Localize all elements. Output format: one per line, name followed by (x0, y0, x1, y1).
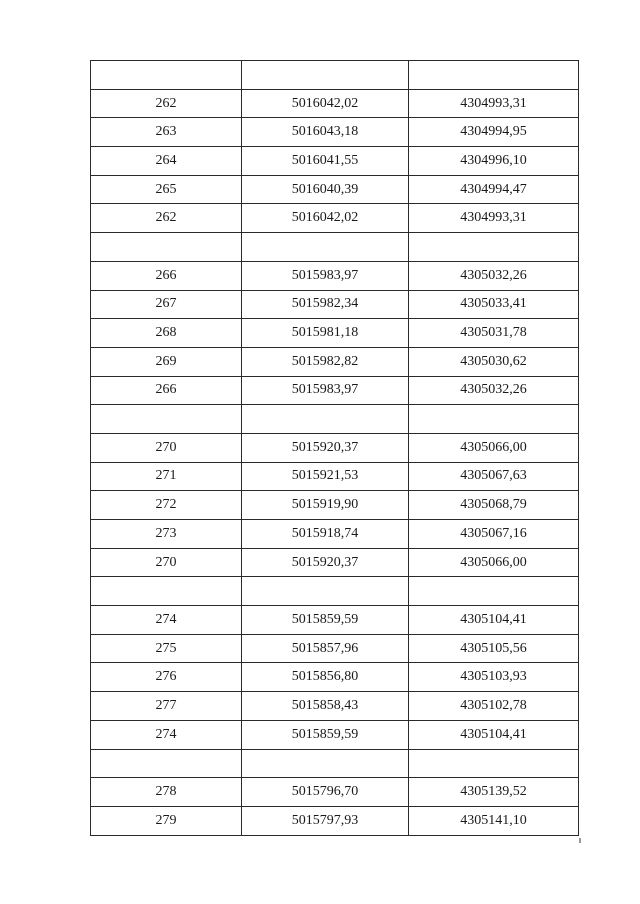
x-coordinate-cell: 5015983,97 (242, 261, 409, 290)
separator-row (91, 233, 579, 262)
table-row (91, 347, 579, 376)
point-number-cell: 274 (91, 720, 242, 749)
x-coordinate-cell: 5016042,02 (242, 89, 409, 118)
table-row (91, 462, 579, 491)
coordinates-table (90, 60, 579, 836)
scan-speck (579, 838, 581, 843)
point-number-cell: 262 (91, 89, 242, 118)
y-coordinate-cell (409, 61, 579, 90)
x-coordinate-cell (242, 749, 409, 778)
x-coordinate-cell: 5015856,80 (242, 663, 409, 692)
y-coordinate-cell: 4305030,62 (409, 347, 579, 376)
point-number-cell (91, 577, 242, 606)
table-row (91, 692, 579, 721)
point-number-cell: 262 (91, 204, 242, 233)
x-coordinate-cell: 5015982,34 (242, 290, 409, 319)
y-coordinate-cell: 4305104,41 (409, 606, 579, 635)
y-coordinate-cell: 4305102,78 (409, 692, 579, 721)
table-row (91, 319, 579, 348)
table-row (91, 261, 579, 290)
table-row (91, 606, 579, 635)
y-coordinate-cell (409, 405, 579, 434)
x-coordinate-cell: 5016040,39 (242, 175, 409, 204)
y-coordinate-cell (409, 749, 579, 778)
x-coordinate-cell: 5015857,96 (242, 634, 409, 663)
table-row (91, 778, 579, 807)
x-coordinate-cell: 5015982,82 (242, 347, 409, 376)
point-number-cell: 266 (91, 261, 242, 290)
table-row (91, 204, 579, 233)
point-number-cell: 269 (91, 347, 242, 376)
point-number-cell (91, 749, 242, 778)
point-number-cell: 279 (91, 806, 242, 835)
table-row (91, 376, 579, 405)
y-coordinate-cell: 4305068,79 (409, 491, 579, 520)
y-coordinate-cell: 4305032,26 (409, 376, 579, 405)
separator-row (91, 749, 579, 778)
table-row (91, 175, 579, 204)
y-coordinate-cell: 4305067,63 (409, 462, 579, 491)
x-coordinate-cell: 5015918,74 (242, 520, 409, 549)
x-coordinate-cell (242, 233, 409, 262)
y-coordinate-cell: 4304993,31 (409, 204, 579, 233)
y-coordinate-cell (409, 233, 579, 262)
table-row (91, 520, 579, 549)
x-coordinate-cell: 5015919,90 (242, 491, 409, 520)
point-number-cell: 263 (91, 118, 242, 147)
point-number-cell: 267 (91, 290, 242, 319)
point-number-cell: 272 (91, 491, 242, 520)
x-coordinate-cell: 5015981,18 (242, 319, 409, 348)
separator-row (91, 577, 579, 606)
separator-row (91, 405, 579, 434)
y-coordinate-cell: 4305066,00 (409, 433, 579, 462)
point-number-cell: 270 (91, 433, 242, 462)
x-coordinate-cell: 5015859,59 (242, 606, 409, 635)
point-number-cell: 264 (91, 147, 242, 176)
y-coordinate-cell: 4305066,00 (409, 548, 579, 577)
y-coordinate-cell (409, 577, 579, 606)
point-number-cell: 270 (91, 548, 242, 577)
x-coordinate-cell: 5015920,37 (242, 433, 409, 462)
table-row (91, 720, 579, 749)
table-row (91, 89, 579, 118)
table-row (91, 118, 579, 147)
point-number-cell (91, 233, 242, 262)
y-coordinate-cell: 4304996,10 (409, 147, 579, 176)
y-coordinate-cell: 4305033,41 (409, 290, 579, 319)
point-number-cell: 268 (91, 319, 242, 348)
y-coordinate-cell: 4304994,95 (409, 118, 579, 147)
point-number-cell: 274 (91, 606, 242, 635)
x-coordinate-cell: 5015796,70 (242, 778, 409, 807)
x-coordinate-cell: 5015920,37 (242, 548, 409, 577)
point-number-cell: 271 (91, 462, 242, 491)
x-coordinate-cell: 5015921,53 (242, 462, 409, 491)
y-coordinate-cell: 4305139,52 (409, 778, 579, 807)
y-coordinate-cell: 4305031,78 (409, 319, 579, 348)
x-coordinate-cell: 5016041,55 (242, 147, 409, 176)
y-coordinate-cell: 4305105,56 (409, 634, 579, 663)
x-coordinate-cell: 5016042,02 (242, 204, 409, 233)
coordinates-table-body (91, 61, 579, 836)
table-row (91, 548, 579, 577)
table-row (91, 433, 579, 462)
x-coordinate-cell (242, 405, 409, 434)
x-coordinate-cell: 5015859,59 (242, 720, 409, 749)
y-coordinate-cell: 4305067,16 (409, 520, 579, 549)
y-coordinate-cell: 4305032,26 (409, 261, 579, 290)
x-coordinate-cell (242, 577, 409, 606)
point-number-cell: 266 (91, 376, 242, 405)
point-number-cell: 277 (91, 692, 242, 721)
x-coordinate-cell: 5015797,93 (242, 806, 409, 835)
x-coordinate-cell (242, 61, 409, 90)
y-coordinate-cell: 4305141,10 (409, 806, 579, 835)
separator-row (91, 61, 579, 90)
x-coordinate-cell: 5016043,18 (242, 118, 409, 147)
point-number-cell (91, 61, 242, 90)
point-number-cell: 275 (91, 634, 242, 663)
point-number-cell: 276 (91, 663, 242, 692)
y-coordinate-cell: 4305104,41 (409, 720, 579, 749)
point-number-cell: 265 (91, 175, 242, 204)
table-row (91, 491, 579, 520)
table-row (91, 634, 579, 663)
point-number-cell (91, 405, 242, 434)
y-coordinate-cell: 4304993,31 (409, 89, 579, 118)
table-row (91, 806, 579, 835)
table-row (91, 147, 579, 176)
y-coordinate-cell: 4305103,93 (409, 663, 579, 692)
y-coordinate-cell: 4304994,47 (409, 175, 579, 204)
point-number-cell: 273 (91, 520, 242, 549)
x-coordinate-cell: 5015858,43 (242, 692, 409, 721)
table-row (91, 290, 579, 319)
point-number-cell: 278 (91, 778, 242, 807)
x-coordinate-cell: 5015983,97 (242, 376, 409, 405)
table-row (91, 663, 579, 692)
